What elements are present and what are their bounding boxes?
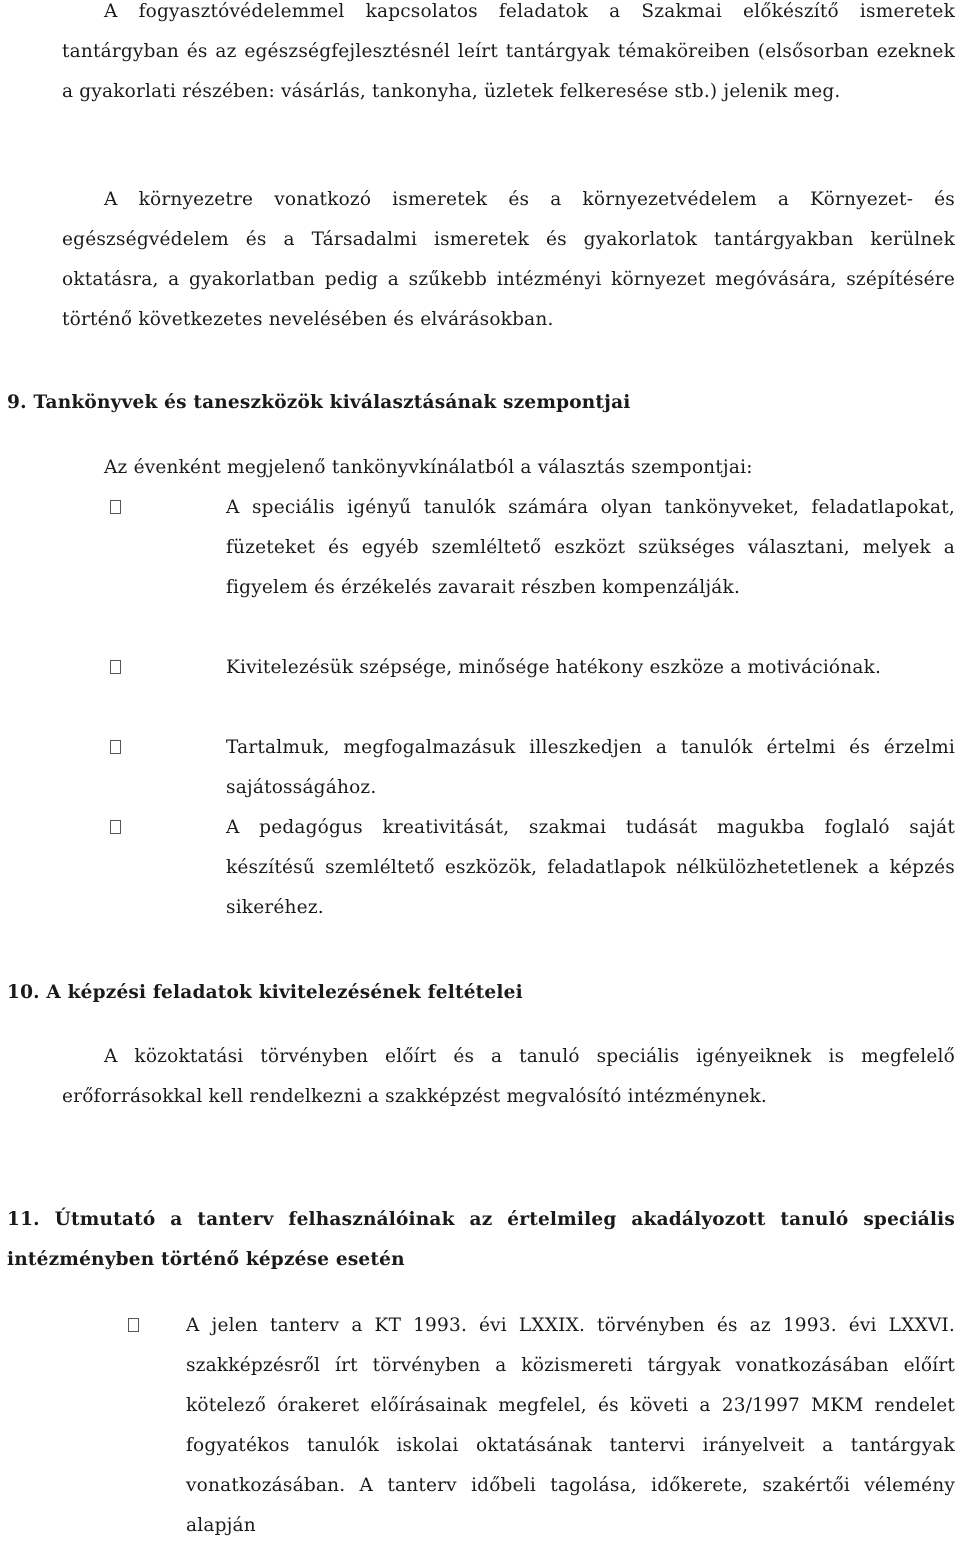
- bullet-box-icon: [110, 500, 121, 514]
- paragraph-consumer-protection: A fogyasztóvédelemmel kapcsolatos feladatok a Szakmai előkészítő ismeretek tantárgyban és az egészségfejlesztésnél leírt tantárgyak témaköreiben (elsősorban ezeknek a gyakorlati részében: vásárlás, tankonyha, üzletek felkeresése stb.) jelenik meg.: [62, 1, 955, 102]
- paragraph-environment: A környezetre vonatkozó ismeretek és a környezetvédelem a Környezet- és egészségvédelem és a Társadalmi ismeretek és gyakorlatok tantárgyakban kerülnek oktatásra, a gyakorlatban pedig a szűkebb intézményi környezet megóvására, szépítésére történő következetes nevelésében és elvárásokban.: [62, 189, 955, 330]
- list-item: Kivitelezésük szépsége, minősége hatékony eszköze a motivációnak.: [226, 657, 882, 678]
- heading-section-11: 11. Útmutató a tanterv felhasználóinak az értelmileg akadályozott tanuló speciális intézményben történő képzése esetén: [7, 1209, 955, 1270]
- list-item: A jelen tanterv a KT 1993. évi LXXIX. törvényben és az 1993. évi LXXVI. szakképzésről írt törvényben a közismereti tárgyak vonatkozásában előírt kötelező órakeret előírásainak megfelel, és követi a 23/1997 MKM rendelet fogyatékos tanulók iskolai oktatásának tantervi irányelveit a tantárgyak vonatkozásában. A tanterv időbeli tagolása, időkerete, szakértői vélemény alapján: [186, 1315, 955, 1536]
- heading-section-10: 10. A képzési feladatok kivitelezésének feltételei: [7, 982, 523, 1003]
- heading-section-9: 9. Tankönyvek és taneszközök kiválasztásának szempontjai: [7, 392, 631, 413]
- list-item: A speciális igényű tanulók számára olyan tankönyveket, feladatlapokat, füzeteket és egyéb szemléltető eszközt szükséges választani, melyek a figyelem és érzékelés zavarait részben kompenzálják.: [226, 497, 955, 598]
- bullet-box-icon: [110, 660, 121, 674]
- paragraph-section-10: A közoktatási törvényben előírt és a tanuló speciális igényeiknek is megfelelő erőforrásokkal kell rendelkezni a szakképzést megvalósító intézménynek.: [62, 1046, 955, 1107]
- list-item: A pedagógus kreativitását, szakmai tudását magukba foglaló saját készítésű szemléltető eszközök, feladatlapok nélkülözhetetlenek a képzés sikeréhez.: [226, 817, 955, 918]
- bullet-box-icon: [110, 740, 121, 754]
- bullet-box-icon: [110, 820, 121, 834]
- intro-section-9: Az évenként megjelenő tankönyvkínálatból a választás szempontjai:: [104, 457, 753, 478]
- list-item: Tartalmuk, megfogalmazásuk illeszkedjen a tanulók értelmi és érzelmi sajátosságához.: [226, 737, 955, 798]
- bullet-box-icon: [128, 1318, 139, 1332]
